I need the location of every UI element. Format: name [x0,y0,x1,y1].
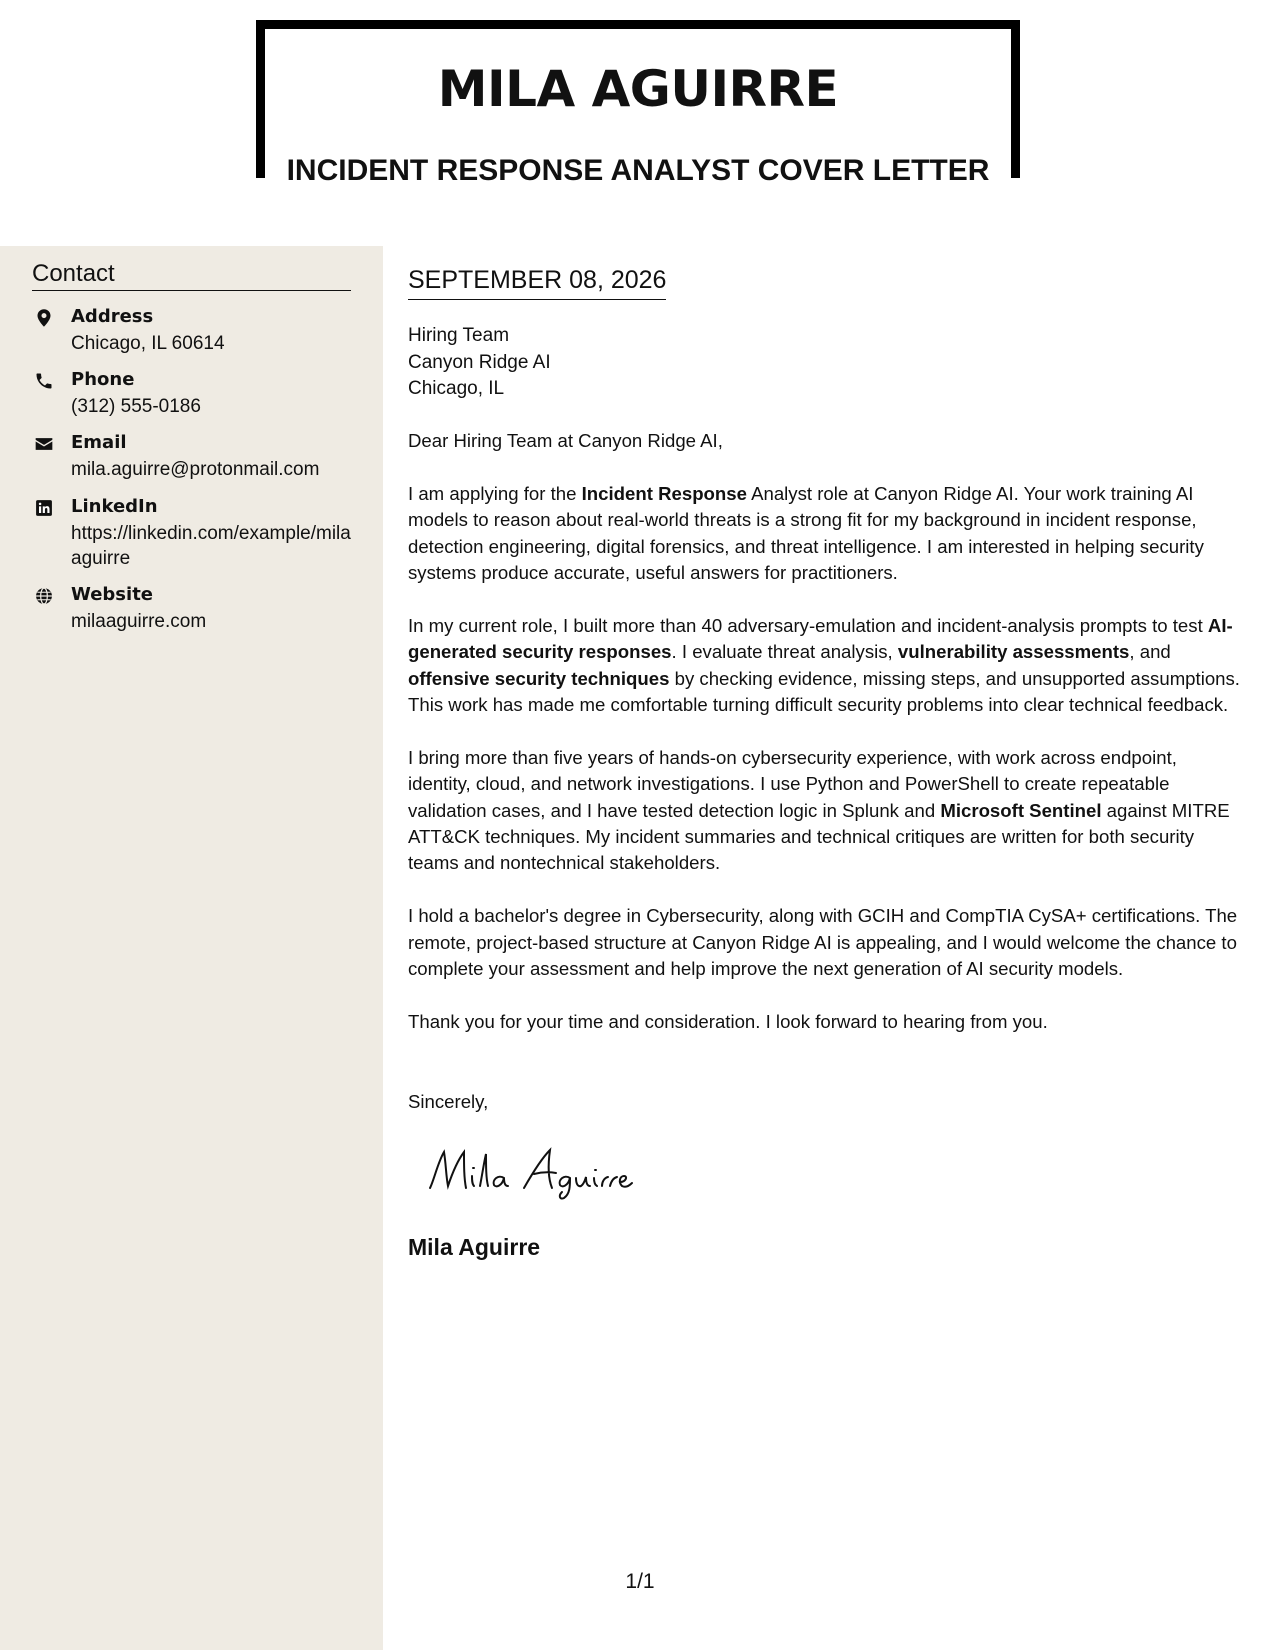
email-label: Email [71,432,127,453]
website-label: Website [71,584,154,605]
letter-date: SEPTEMBER 08, 2026 [408,266,666,300]
phone-icon [34,371,54,391]
recipient-block [408,323,551,403]
page-number: 1/1 [625,1570,655,1593]
handwritten-signature [424,1140,664,1200]
paragraph-5: Thank you for your time and consideration. I look forward to hearing from you. [408,1010,1048,1032]
email-value[interactable]: mila.aguirre@protonmail.com [71,459,320,480]
applicant-name: MILA AGUIRRE [437,60,839,118]
phone-label: Phone [71,369,135,390]
map-pin-icon [34,308,54,328]
envelope-icon [34,434,54,454]
signer-name: Mila Aguirre [408,1234,541,1260]
linkedin-label: LinkedIn [71,496,158,517]
website-value[interactable]: milaaguirre.com [71,611,207,632]
phone-value[interactable]: (312) 555-0186 [71,396,201,417]
frame-top-border [256,20,1020,29]
salutation: Dear Hiring Team at Canyon Ridge AI, [408,430,723,451]
linkedin-value[interactable]: https://linkedin.com/example/milaaguirre [71,523,351,569]
globe-icon [34,586,54,606]
paragraph-1: I am applying for the Incident Response Analyst role at Canyon Ridge AI. Your work training AI models to reason about real-world threats is a strong fit for my background in incident response, detection engineering, digital forensics, and threat intelligence. I am interested in helping security systems produce accurate, useful answers for practitioners. [408,482,1204,584]
paragraph-3: I bring more than five years of hands-on cybersecurity experience, with work across endpoint, identity, cloud, and network investigations. I use Python and PowerShell to create repeatable validation cases, and I have tested detection logic in Splunk and Microsoft Sentinel against MITRE ATT&CK techniques. My incident summaries and technical critiques are written for both security teams and nontechnical stakeholders. [408,746,1230,874]
paragraph-2: In my current role, I built more than 40 adversary-emulation and incident-analysis prompts to test AI-generated security responses. I evaluate threat analysis, vulnerability assessments, and offensive security techniques by checking evidence, missing steps, and unsupported assumptions. This work has made me comfortable turning difficult security problems into clear technical feedback. [408,614,1240,716]
paragraph-4: I hold a bachelor's degree in Cybersecurity, along with GCIH and CompTIA CySA+ certifications. The remote, project-based structure at Canyon Ridge AI is appealing, and I would welcome the chance to complete your assessment and help improve the next generation of AI security models. [408,905,1238,980]
recipient-line: Canyon Ridge AI [408,351,551,373]
recipient-line: Hiring Team [408,325,510,346]
contact-heading: Contact [32,260,351,291]
document-title: INCIDENT RESPONSE ANALYST COVER LETTER [286,154,990,187]
address-value: Chicago, IL 60614 [71,333,225,354]
address-label: Address [71,306,154,327]
linkedin-icon [34,498,54,518]
closing: Sincerely, [408,1091,489,1112]
letter-body [408,428,1244,1062]
recipient-line: Chicago, IL [408,378,505,399]
